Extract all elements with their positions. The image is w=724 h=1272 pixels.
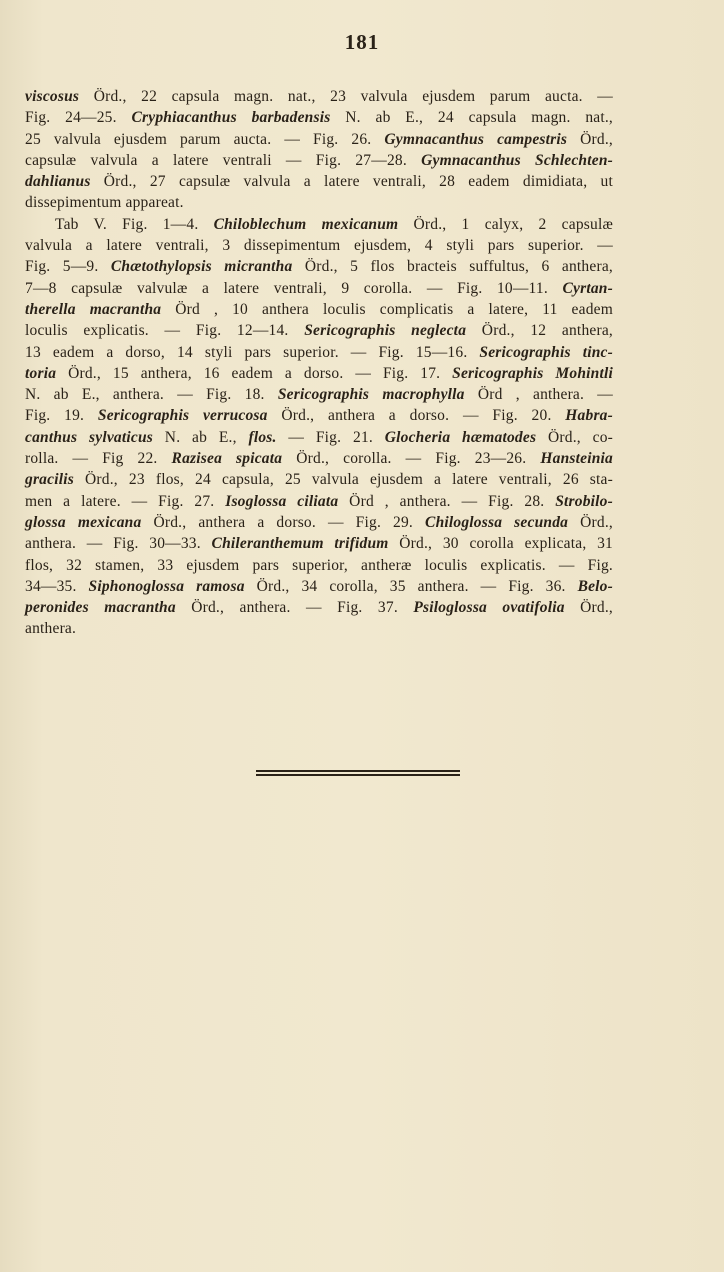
- text-line: [25, 278, 613, 299]
- taxon-name: Chiloblechum mexicanum: [213, 215, 399, 233]
- taxon-name: Chætothylopsis micrantha: [110, 258, 293, 276]
- taxon-name: viscosus: [25, 88, 80, 105]
- text-run: Örd.,: [568, 513, 613, 531]
- text-run: Örd., 5 flos bracteis suffultus, 6 anthera,: [292, 258, 613, 276]
- text-run: N. ab E.,: [153, 428, 249, 446]
- text-run: anthera. — Fig. 30—33.: [25, 535, 212, 553]
- text-line: [25, 491, 613, 512]
- rule-line-bottom: [256, 774, 460, 776]
- text-run: Örd., 12 anthera,: [466, 322, 613, 340]
- text-run: Örd., co-: [536, 428, 614, 446]
- taxon-name: Gymnacanthus campestris: [384, 130, 568, 148]
- text-run: Fig. 24—25.: [25, 109, 132, 127]
- taxon-name: Siphonoglossa ramosa: [88, 577, 245, 595]
- taxon-name: Habra-: [565, 407, 613, 425]
- text-run: Tab V. Fig. 1—4.: [55, 215, 214, 233]
- text-run: Fig. 5—9.: [25, 258, 111, 276]
- text-run: Örd., 34 corolla, 35 anthera. — Fig. 36.: [244, 577, 578, 595]
- taxon-name: glossa mexicana: [25, 513, 142, 531]
- text-run: Örd.,: [564, 599, 613, 617]
- text-line: [25, 86, 613, 107]
- text-run: capsulæ valvula a latere ventrali — Fig. 27—28.: [25, 151, 422, 169]
- text-run: valvula a latere ventrali, 3 dissepimentum ejusdem, 4 styli pars superior. —: [25, 237, 613, 255]
- text-line: [25, 214, 613, 235]
- taxon-name: canthus sylvaticus: [25, 428, 154, 446]
- taxon-name: Sericographis macrophylla: [277, 386, 465, 404]
- taxon-name: dahlianus: [25, 173, 91, 191]
- text-run: Örd., 30 corolla explicata, 31: [388, 535, 613, 553]
- taxon-name: Isoglossa ciliata: [225, 492, 339, 510]
- text-line: [25, 129, 613, 150]
- taxon-name: therella macrantha: [25, 300, 162, 318]
- text-run: 25 valvula ejusdem parum aucta. — Fig. 26.: [25, 130, 385, 148]
- taxon-name: peronides macrantha: [25, 599, 176, 617]
- text-run: — Fig. 21.: [276, 428, 385, 446]
- text-run: Örd., 27 capsulæ valvula a latere ventrali, 28 eadem dimidiata, ut: [90, 173, 613, 191]
- taxon-name: Sericographis Mohintli: [452, 364, 613, 382]
- text-line: [25, 384, 613, 405]
- text-line: [25, 235, 613, 256]
- text-run: Örd , anthera. —: [464, 386, 613, 404]
- text-run: Örd , 10 anthera loculis complicatis a latere, 11 eadem: [161, 300, 613, 318]
- text-run: loculis explicatis. — Fig. 12—14.: [25, 322, 305, 340]
- text-run: Örd., 1 calyx, 2 capsulæ: [398, 215, 613, 233]
- text-run: rolla. — Fig 22.: [25, 450, 172, 468]
- text-line: [25, 512, 613, 533]
- text-run: N. ab E., anthera. — Fig. 18.: [25, 386, 278, 404]
- page-number: 181: [344, 30, 380, 54]
- taxon-name: Sericographis neglecta: [304, 322, 467, 340]
- text-line: [25, 555, 613, 576]
- text-run: dissepimentum appareat.: [25, 194, 184, 212]
- taxon-name: Razisea spicata: [171, 450, 283, 468]
- text-run: flos, 32 stamen, 33 ejusdem pars superior, antheræ loculis explicatis. — Fig.: [25, 556, 613, 574]
- taxon-name: Cyrtan-: [562, 279, 613, 297]
- text-run: anthera.: [25, 620, 77, 638]
- text-run: Örd., anthera a dorso. — Fig. 29.: [141, 513, 426, 531]
- rule-line-top: [256, 770, 460, 772]
- text-line: [25, 192, 613, 213]
- taxon-name: flos.: [248, 428, 277, 446]
- taxon-name: Hansteinia: [540, 450, 613, 468]
- text-line: [25, 618, 613, 639]
- text-line: [25, 363, 613, 384]
- text-run: Fig. 19.: [25, 407, 98, 425]
- taxon-name: Chiloglossa secunda: [425, 513, 569, 531]
- taxon-name: Cryphiacanthus barbadensis: [131, 109, 331, 127]
- text-run: Örd , anthera. — Fig. 28.: [338, 492, 556, 510]
- text-line: [25, 299, 613, 320]
- paragraph-2: [25, 214, 613, 640]
- text-line: [25, 107, 613, 128]
- text-run: Örd.,: [567, 130, 613, 148]
- text-run: Örd., 22 capsula magn. nat., 23 valvula ejusdem parum aucta. —: [79, 88, 613, 105]
- text-line: [25, 320, 613, 341]
- text-line: [25, 576, 613, 597]
- text-run: 7—8 capsulæ valvulæ a latere ventrali, 9 corolla. — Fig. 10—11.: [25, 279, 563, 297]
- text-run: Örd., 23 flos, 24 capsula, 25 valvula ejusdem a latere ventrali, 26 sta-: [73, 471, 613, 489]
- taxon-name: Glocheria hæmatodes: [384, 428, 537, 446]
- text-run: 13 eadem a dorso, 14 styli pars superior. — Fig. 15—16.: [25, 343, 480, 361]
- text-line: [25, 342, 613, 363]
- text-line: [25, 533, 613, 554]
- text-line: [25, 469, 613, 490]
- taxon-name: Sericographis tinc-: [479, 343, 613, 361]
- taxon-name: Chileranthemum trifidum: [211, 535, 389, 553]
- double-rule-divider: [256, 770, 460, 777]
- taxon-name: gracilis: [25, 471, 74, 489]
- text-run: N. ab E., 24 capsula magn. nat.,: [330, 109, 614, 127]
- text-run: Örd., anthera a dorso. — Fig. 20.: [267, 407, 566, 425]
- taxon-name: Sericographis verrucosa: [97, 407, 268, 425]
- taxon-name: Strobilo-: [555, 492, 613, 510]
- text-run: men a latere. — Fig. 27.: [25, 492, 226, 510]
- text-line: [25, 150, 613, 171]
- text-line: [25, 427, 613, 448]
- taxon-name: Psiloglossa ovatifolia: [413, 599, 565, 617]
- taxon-name: toria: [25, 364, 57, 382]
- text-line: [25, 171, 613, 192]
- text-line: [25, 256, 613, 277]
- body-text: [25, 86, 613, 640]
- text-run: 34—35.: [25, 577, 89, 595]
- text-line: [25, 448, 613, 469]
- text-line: [25, 597, 613, 618]
- paragraph-1: [25, 86, 613, 214]
- taxon-name: Gymnacanthus Schlechten-: [421, 151, 613, 169]
- text-run: Örd., corolla. — Fig. 23—26.: [282, 450, 541, 468]
- text-line: [25, 405, 613, 426]
- taxon-name: Belo-: [577, 577, 613, 595]
- text-run: Örd., 15 anthera, 16 eadem a dorso. — Fig. 17.: [56, 364, 453, 382]
- text-run: Örd., anthera. — Fig. 37.: [175, 599, 414, 617]
